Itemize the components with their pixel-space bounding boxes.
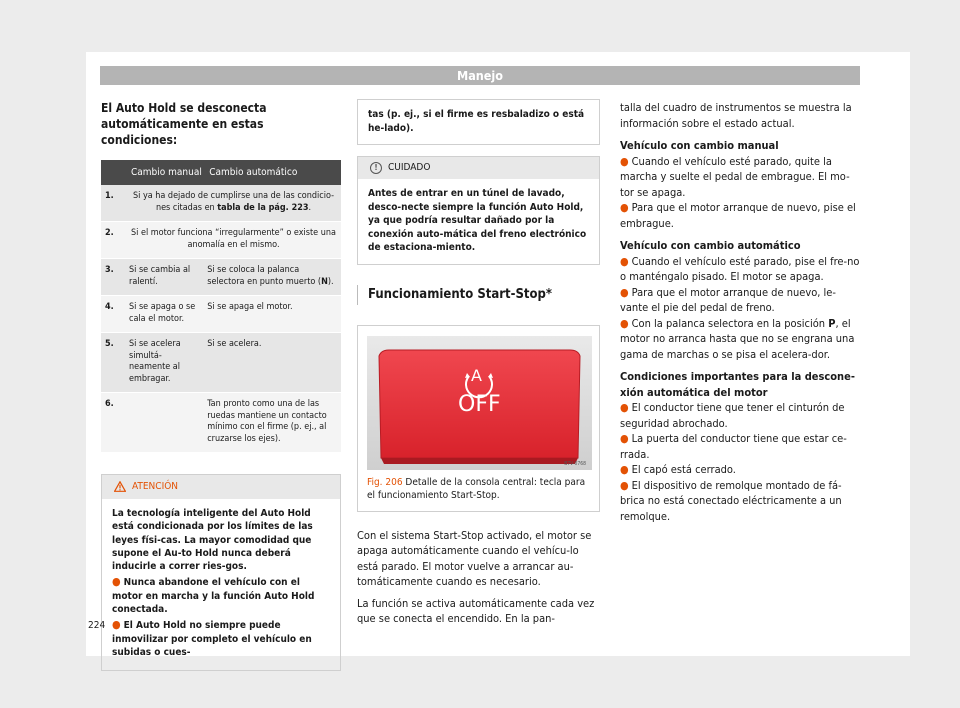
table-header-auto: Cambio automático bbox=[203, 160, 341, 185]
section-title: Funcionamiento Start-Stop* bbox=[357, 285, 600, 305]
row-auto: Si se apaga el motor. bbox=[203, 296, 341, 333]
row-auto-end: ). bbox=[327, 276, 334, 287]
row-manual: Si se acelera simultá-neamente al embragar. bbox=[125, 333, 203, 393]
bullet-icon: ● bbox=[620, 463, 629, 476]
figure-caption bbox=[358, 470, 599, 511]
list-item-text: La puerta del conductor tiene que estar ce-rrada. bbox=[620, 432, 847, 461]
list-item-text: El capó está cerrado. bbox=[631, 463, 736, 476]
list-item-text: El dispositivo de remolque montado de fá-brica no está conectado eléctricamente a un remolque. bbox=[620, 478, 842, 523]
row-auto bbox=[203, 259, 341, 296]
list-item-text: Para que el motor arranque de nuevo, pise el embrague. bbox=[620, 201, 856, 230]
manual-title: Vehículo con cambio manual bbox=[620, 139, 779, 152]
button-label-off: OFF bbox=[458, 391, 501, 417]
bullet-icon: ● bbox=[112, 618, 121, 632]
table-header-manual: Cambio manual bbox=[125, 160, 203, 185]
warning-body bbox=[102, 499, 340, 670]
caution-icon: ! bbox=[370, 162, 382, 174]
auto-hold-table bbox=[101, 160, 341, 453]
continuation-text: talla del cuadro de instrumentos se muestra la información sobre el estado actual. bbox=[620, 101, 852, 130]
list-item-text: Para que el motor arranque de nuevo, le-vante el pie del pedal de freno. bbox=[620, 285, 836, 314]
warning-box bbox=[101, 474, 341, 671]
list-item bbox=[620, 431, 863, 462]
page-number: 224 bbox=[88, 620, 106, 631]
list-item-text-end: , el motor no arranca hasta que no se engrana una gama de marchas o se pisa el acelera-dor. bbox=[620, 316, 855, 361]
bullet-icon: ● bbox=[620, 401, 629, 414]
bullet-icon: ● bbox=[620, 316, 629, 330]
row-text-end: . bbox=[308, 202, 312, 213]
figure-code: B7V-0768 bbox=[564, 460, 586, 467]
body-paragraph: La función se activa automáticamente cada vez que se conecta el encendido. En la pan- bbox=[357, 596, 595, 625]
bullet-icon: ● bbox=[620, 432, 629, 445]
gear-p-label: P bbox=[828, 316, 836, 330]
row-number: 4. bbox=[101, 296, 125, 333]
list-item bbox=[620, 285, 863, 316]
body-paragraph: Con el sistema Start-Stop activado, el motor se apaga automáticamente cuando el vehícu-lo está parado. El motor vuelve a arrancar au-tomáticamente cuando es necesario. bbox=[357, 528, 592, 588]
table-row bbox=[101, 222, 341, 259]
warning-bullet-text: El Auto Hold no siempre puede inmovilizar por completo el vehículo en subidas o cues- bbox=[112, 620, 312, 658]
row-auto-main: Si se coloca la palanca selectora en punto muerto ( bbox=[207, 265, 322, 287]
row-text-main: Si ya ha dejado de cumplirse una de las condicio-nes citadas en bbox=[132, 191, 335, 213]
warning-text: La tecnología inteligente del Auto Hold está condicionada por los límites de las leyes físi-cas. La mayor comodidad que supone el Au-to Hold nunca deberá inducirle a correr ries-gos. bbox=[112, 508, 313, 573]
row-number: 3. bbox=[101, 259, 125, 296]
caution-title: CUIDADO bbox=[388, 162, 431, 173]
row-manual: Si se apaga o se cala el motor. bbox=[125, 296, 203, 333]
row-number: 1. bbox=[101, 185, 125, 222]
table-header-number bbox=[101, 160, 125, 185]
warning-header bbox=[102, 475, 340, 499]
figure-caption-text: Detalle de la consola central: tecla para el funcionamiento Start-Stop. bbox=[367, 476, 586, 501]
list-item bbox=[620, 478, 863, 525]
list-item-text: Cuando el vehículo esté parado, quite la marcha y suelte el pedal de embrague. El mo-tor se apaga. bbox=[620, 154, 850, 199]
warning-bullet-text: Nunca abandone el vehículo con el motor en marcha y la función Auto Hold conectada. bbox=[112, 577, 315, 616]
caution-body: Antes de entrar en un túnel de lavado, desco-necte siempre la función Auto Hold, ya que podría resultar dañado por la conexión auto-mática del freno electrónico de estaciona-miento. bbox=[368, 188, 587, 253]
list-item bbox=[620, 200, 863, 231]
table-row bbox=[101, 259, 341, 296]
row-auto: Si se acelera. bbox=[203, 333, 341, 393]
bullet-icon: ● bbox=[112, 575, 121, 589]
warning-continuation: tas (p. ej., si el firme es resbaladizo o está he-lado). bbox=[357, 99, 600, 145]
row-auto: Tan pronto como una de las ruedas mantiene un contacto mínimo con el firme (p. ej., al cruzarse los ejes). bbox=[203, 393, 341, 453]
bullet-icon: ● bbox=[620, 285, 629, 299]
intro-text: El Auto Hold se desconecta automáticamente en estas condiciones: bbox=[101, 101, 267, 147]
row-manual bbox=[125, 393, 203, 453]
warning-title: ATENCIÓN bbox=[132, 481, 179, 492]
figure-image bbox=[367, 336, 590, 470]
body-text bbox=[357, 528, 600, 627]
conditions-title: Condiciones importantes para la descone-xión automática del motor bbox=[620, 370, 855, 399]
table-row bbox=[101, 393, 341, 453]
list-item bbox=[620, 154, 863, 201]
figure-box bbox=[357, 325, 600, 512]
row-text bbox=[125, 185, 341, 222]
caution-header bbox=[358, 157, 599, 179]
warning-bullet bbox=[112, 618, 331, 659]
list-item-text: El conductor tiene que tener el cinturón de seguridad abrochado. bbox=[620, 401, 845, 430]
page-header: Manejo bbox=[100, 66, 860, 85]
column-right bbox=[620, 100, 863, 524]
list-item bbox=[620, 316, 863, 363]
list-item bbox=[620, 462, 863, 478]
row-number: 2. bbox=[101, 222, 125, 259]
bullet-icon: ● bbox=[620, 154, 629, 168]
row-auto-gear: N bbox=[321, 276, 328, 287]
bullet-icon: ● bbox=[620, 478, 629, 492]
row-text-ref: tabla de la pág. 223 bbox=[217, 202, 309, 213]
list-item bbox=[620, 400, 863, 431]
warning-bullet bbox=[112, 575, 331, 616]
list-item-text: Cuando el vehículo esté parado, pise el fre-no o manténgalo pisado. El motor se apaga. bbox=[620, 254, 860, 283]
row-number: 5. bbox=[101, 333, 125, 393]
row-number: 6. bbox=[101, 393, 125, 453]
caution-box bbox=[357, 156, 600, 265]
list-item-text: Con la palanca selectora en la posición bbox=[631, 316, 826, 330]
column-middle bbox=[357, 100, 600, 633]
button-label-a: A bbox=[471, 365, 482, 385]
auto-title: Vehículo con cambio automático bbox=[620, 239, 801, 252]
table-row bbox=[101, 185, 341, 222]
row-manual: Si se cambia al ralentí. bbox=[125, 259, 203, 296]
bullet-icon: ● bbox=[620, 254, 629, 268]
row-text: Si el motor funciona “irregularmente” o existe una anomalía en el mismo. bbox=[125, 222, 341, 259]
warning-triangle-icon bbox=[114, 481, 126, 492]
table-header-row bbox=[101, 160, 341, 185]
column-left bbox=[101, 100, 341, 671]
bullet-icon: ● bbox=[620, 201, 629, 214]
list-item bbox=[620, 254, 863, 285]
table-row bbox=[101, 296, 341, 333]
figure-label: Fig. 206 bbox=[367, 476, 403, 488]
table-row bbox=[101, 333, 341, 393]
